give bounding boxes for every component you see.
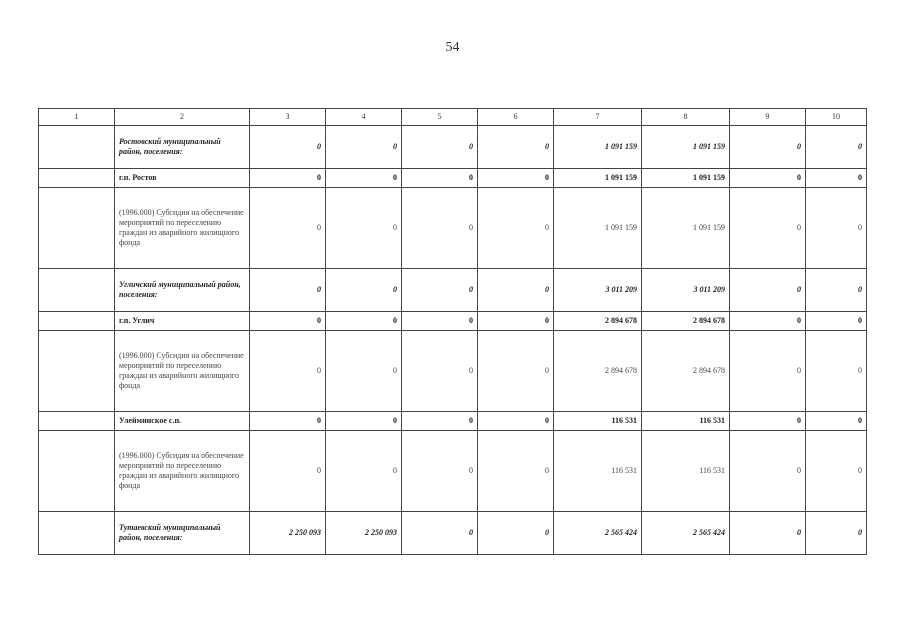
value-cell: 1 091 159	[554, 188, 642, 269]
column-number-header: 7	[554, 109, 642, 126]
empty-cell	[39, 431, 115, 512]
value-cell: 0	[730, 169, 806, 188]
value-cell: 2 565 424	[554, 512, 642, 555]
value-cell: 0	[806, 431, 867, 512]
column-number-header: 6	[478, 109, 554, 126]
value-cell: 116 531	[642, 412, 730, 431]
empty-cell	[39, 512, 115, 555]
value-cell: 0	[806, 188, 867, 269]
value-cell: 2 894 678	[554, 312, 642, 331]
value-cell: 0	[730, 412, 806, 431]
row-name-cell: Тутаевский муниципальный район, поселения:	[115, 512, 250, 555]
value-cell: 0	[402, 312, 478, 331]
settlement-row	[39, 169, 867, 188]
value-cell: 0	[402, 188, 478, 269]
value-cell: 0	[250, 188, 326, 269]
column-number-header: 3	[250, 109, 326, 126]
value-cell: 0	[250, 331, 326, 412]
value-cell: 2 250 093	[250, 512, 326, 555]
value-cell: 3 011 209	[554, 269, 642, 312]
value-cell: 0	[730, 188, 806, 269]
row-name-cell: (1996.000) Субсидия на обеспечение мероприятий по переселению граждан из аварийного жилищного фонда	[115, 331, 250, 412]
empty-cell	[39, 188, 115, 269]
value-cell: 0	[402, 269, 478, 312]
value-cell: 0	[250, 126, 326, 169]
value-cell: 0	[806, 269, 867, 312]
value-cell: 0	[806, 412, 867, 431]
value-cell: 0	[730, 331, 806, 412]
page-number: 54	[445, 40, 460, 55]
column-number-header: 1	[39, 109, 115, 126]
column-number-header: 8	[642, 109, 730, 126]
table-body	[39, 109, 867, 555]
value-cell: 0	[250, 312, 326, 331]
value-cell: 0	[402, 412, 478, 431]
value-cell: 2 565 424	[642, 512, 730, 555]
value-cell: 0	[250, 269, 326, 312]
row-name-cell: г.п. Углич	[115, 312, 250, 331]
table-header-row	[39, 109, 867, 126]
district-row	[39, 269, 867, 312]
value-cell: 1 091 159	[642, 126, 730, 169]
value-cell: 0	[326, 126, 402, 169]
value-cell: 0	[478, 188, 554, 269]
value-cell: 0	[250, 412, 326, 431]
row-name-cell: (1996.000) Субсидия на обеспечение мероприятий по переселению граждан из аварийного жилищного фонда	[115, 188, 250, 269]
value-cell: 0	[730, 512, 806, 555]
value-cell: 0	[402, 169, 478, 188]
value-cell: 3 011 209	[642, 269, 730, 312]
value-cell: 1 091 159	[554, 169, 642, 188]
value-cell: 0	[402, 331, 478, 412]
value-cell: 1 091 159	[554, 126, 642, 169]
value-cell: 1 091 159	[642, 188, 730, 269]
subsidy-row	[39, 431, 867, 512]
value-cell: 0	[478, 312, 554, 331]
value-cell: 0	[806, 331, 867, 412]
value-cell: 0	[806, 312, 867, 331]
value-cell: 0	[402, 431, 478, 512]
budget-table	[38, 108, 867, 555]
value-cell: 0	[326, 269, 402, 312]
settlement-row	[39, 412, 867, 431]
column-number-header: 5	[402, 109, 478, 126]
value-cell: 0	[730, 126, 806, 169]
district-row	[39, 512, 867, 555]
value-cell: 0	[478, 269, 554, 312]
value-cell: 0	[326, 188, 402, 269]
row-name-cell: Угличский муниципальный район, поселения:	[115, 269, 250, 312]
subsidy-row	[39, 188, 867, 269]
settlement-row	[39, 312, 867, 331]
empty-cell	[39, 412, 115, 431]
value-cell: 0	[326, 169, 402, 188]
value-cell: 116 531	[642, 431, 730, 512]
column-number-header: 4	[326, 109, 402, 126]
empty-cell	[39, 269, 115, 312]
district-row	[39, 126, 867, 169]
value-cell: 0	[326, 431, 402, 512]
row-name-cell: Улейминское с.п.	[115, 412, 250, 431]
value-cell: 0	[478, 412, 554, 431]
column-number-header: 10	[806, 109, 867, 126]
value-cell: 2 894 678	[642, 331, 730, 412]
value-cell: 0	[326, 312, 402, 331]
value-cell: 0	[250, 169, 326, 188]
value-cell: 0	[326, 331, 402, 412]
subsidy-row	[39, 331, 867, 412]
value-cell: 0	[806, 512, 867, 555]
value-cell: 0	[478, 169, 554, 188]
empty-cell	[39, 312, 115, 331]
column-number-header: 2	[115, 109, 250, 126]
value-cell: 2 894 678	[554, 331, 642, 412]
value-cell: 0	[806, 126, 867, 169]
value-cell: 116 531	[554, 412, 642, 431]
row-name-cell: Ростовский муниципальный район, поселения:	[115, 126, 250, 169]
value-cell: 1 091 159	[642, 169, 730, 188]
value-cell: 0	[730, 312, 806, 331]
value-cell: 0	[478, 126, 554, 169]
value-cell: 0	[478, 512, 554, 555]
value-cell: 2 894 678	[642, 312, 730, 331]
value-cell: 0	[250, 431, 326, 512]
value-cell: 0	[402, 512, 478, 555]
empty-cell	[39, 126, 115, 169]
value-cell: 0	[326, 412, 402, 431]
value-cell: 0	[806, 169, 867, 188]
value-cell: 0	[730, 431, 806, 512]
row-name-cell: г.п. Ростов	[115, 169, 250, 188]
value-cell: 0	[730, 269, 806, 312]
value-cell: 2 250 093	[326, 512, 402, 555]
value-cell: 0	[478, 331, 554, 412]
value-cell: 0	[402, 126, 478, 169]
row-name-cell: (1996.000) Субсидия на обеспечение мероприятий по переселению граждан из аварийного жилищного фонда	[115, 431, 250, 512]
value-cell: 116 531	[554, 431, 642, 512]
empty-cell	[39, 169, 115, 188]
value-cell: 0	[478, 431, 554, 512]
empty-cell	[39, 331, 115, 412]
column-number-header: 9	[730, 109, 806, 126]
